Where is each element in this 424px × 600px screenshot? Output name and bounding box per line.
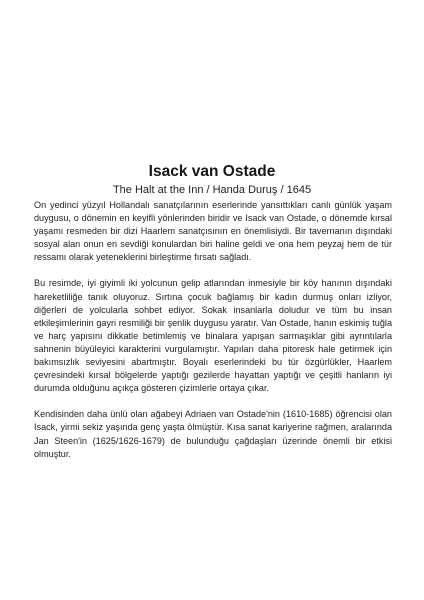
artwork-subtitle: The Halt at the Inn / Handa Duruş / 1645 xyxy=(112,184,312,196)
paragraph-2: Bu resimde, iyi giyimli iki yolcunun gelip atlarından inmesiyle bir köy hanının dışındaki hareketliliğe tanık oluyoruz. Sırtına çocuk bağlamış bir kadın durmuş onları izliyor, diğerleri de yolcularla sohbet ediyor. Sokak insanlarla doludur ve tüm bu insan etkileşimlerinin gayri resmiliği bir şenlik duygusu yaratır. Van Ostade, hanın eskimiş tuğla ve harç yapısını dikkatle betimlemiş ve binalara yapışan sarmaşıklar gibi ayrıntılarla sahnenin büyüleyici karakterini vurgulamıştır. Yapıları daha pitoresk hale getirmek için bakımsızlık seviyesini abartmıştır. Boyalı eserlerindeki bu tür özgürlükler, Haarlem çevresindeki kırsal bölgelerde yaptığı gezilerde hayattan yaptığı ve çeşitli hanların iyi durumda olduğunu açıkça gösteren çizimlerle ortaya çıkar. xyxy=(34,278,392,394)
paragraph-1: On yedinci yüzyıl Hollandalı sanatçılarının eserlerinde yansıttıkları canlı günlük yaşam duygusu, o dönemin en keyifli yönlerinden biridir ve Isack van Ostade, o dönemde kırsal yaşamı resmeden bir dizi Haarlem sanatçısının en önemlisiydi. Bir tavernanın dışındaki sosyal alan onun en sevdiği konulardan biri haline geldi ve ona hem peyzaj hem de tür ressamı olarak yeteneklerini birleştirme fırsatı sağladı. xyxy=(34,200,392,263)
paragraph-3: Kendisinden daha ünlü olan ağabeyi Adriaen van Ostade'nin (1610-1685) öğrencisi olan Isack, yirmi sekiz yaşında genç yaşta ölmüştür. Kısa sanat kariyerine rağmen, aralarında Jan Steen'in (1625/1626-1679) de bulunduğu çağdaşları üzerinde önemli bir etkisi olmuştur. xyxy=(34,409,392,459)
page-title: Isack van Ostade xyxy=(148,163,276,180)
body-text xyxy=(34,199,392,474)
